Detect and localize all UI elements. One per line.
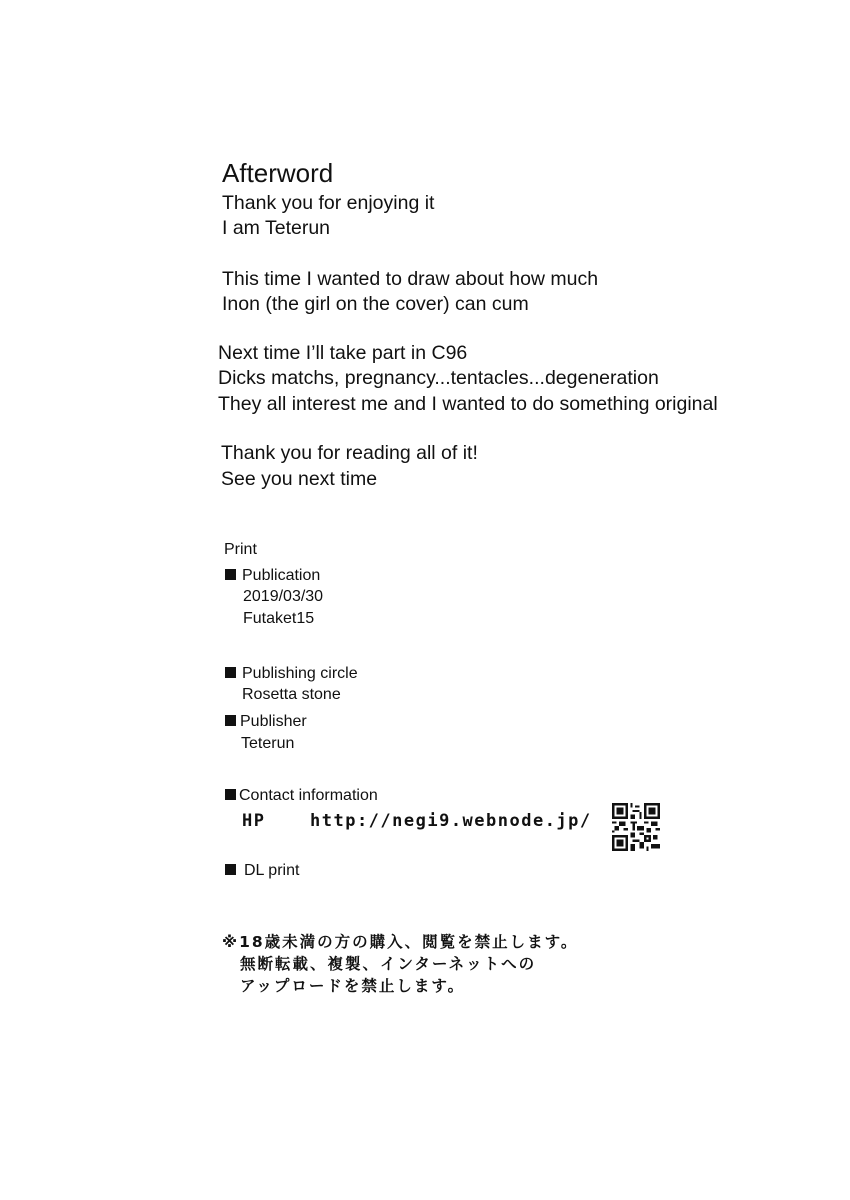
label-text: Publisher	[240, 713, 307, 730]
square-bullet-icon	[225, 864, 236, 875]
afterword-title: Afterword	[222, 158, 334, 188]
publication-event: Futaket15	[243, 610, 315, 627]
age-notice-line: ※18歳未満の方の購入、閲覧を禁止します。	[222, 933, 579, 951]
square-bullet-icon	[225, 789, 236, 800]
label-text: Contact information	[239, 787, 378, 804]
age-notice-line: 無断転載、複製、インターネットへの	[240, 955, 537, 973]
afterword-line: Dicks matchs, pregnancy...tentacles...degeneration	[218, 367, 659, 389]
afterword-line: Next time I’ll take part in C96	[218, 342, 468, 364]
afterword-line: Thank you for enjoying it	[222, 192, 435, 214]
square-bullet-icon	[225, 569, 236, 580]
afterword-line: See you next time	[221, 468, 378, 490]
afterword-line: This time I wanted to draw about how much	[222, 268, 599, 290]
hp-url[interactable]: http://negi9.webnode.jp/	[310, 811, 592, 831]
square-bullet-icon	[225, 667, 236, 678]
label-text: DL print	[244, 862, 300, 879]
circle-value: Rosetta stone	[242, 686, 341, 703]
contact-label	[225, 786, 378, 806]
label-text: Publication	[242, 567, 321, 584]
label-text: Publishing circle	[242, 665, 358, 682]
publisher-label	[225, 712, 307, 732]
publication-label	[225, 566, 320, 586]
print-heading: Print	[224, 541, 257, 558]
circle-label	[225, 664, 358, 684]
dl-print-label	[225, 861, 299, 881]
hp-label: HP	[242, 811, 266, 831]
qr-code-icon[interactable]	[612, 803, 660, 851]
afterword-line: Inon (the girl on the cover) can cum	[222, 293, 529, 315]
afterword-line: Thank you for reading all of it!	[221, 442, 478, 464]
publisher-value: Teterun	[241, 735, 295, 752]
square-bullet-icon	[225, 715, 236, 726]
age-notice-line: アップロードを禁止します。	[240, 977, 466, 995]
publication-date: 2019/03/30	[243, 588, 324, 605]
afterword-line: I am Teterun	[222, 217, 331, 239]
afterword-line: They all interest me and I wanted to do something original	[218, 393, 718, 415]
